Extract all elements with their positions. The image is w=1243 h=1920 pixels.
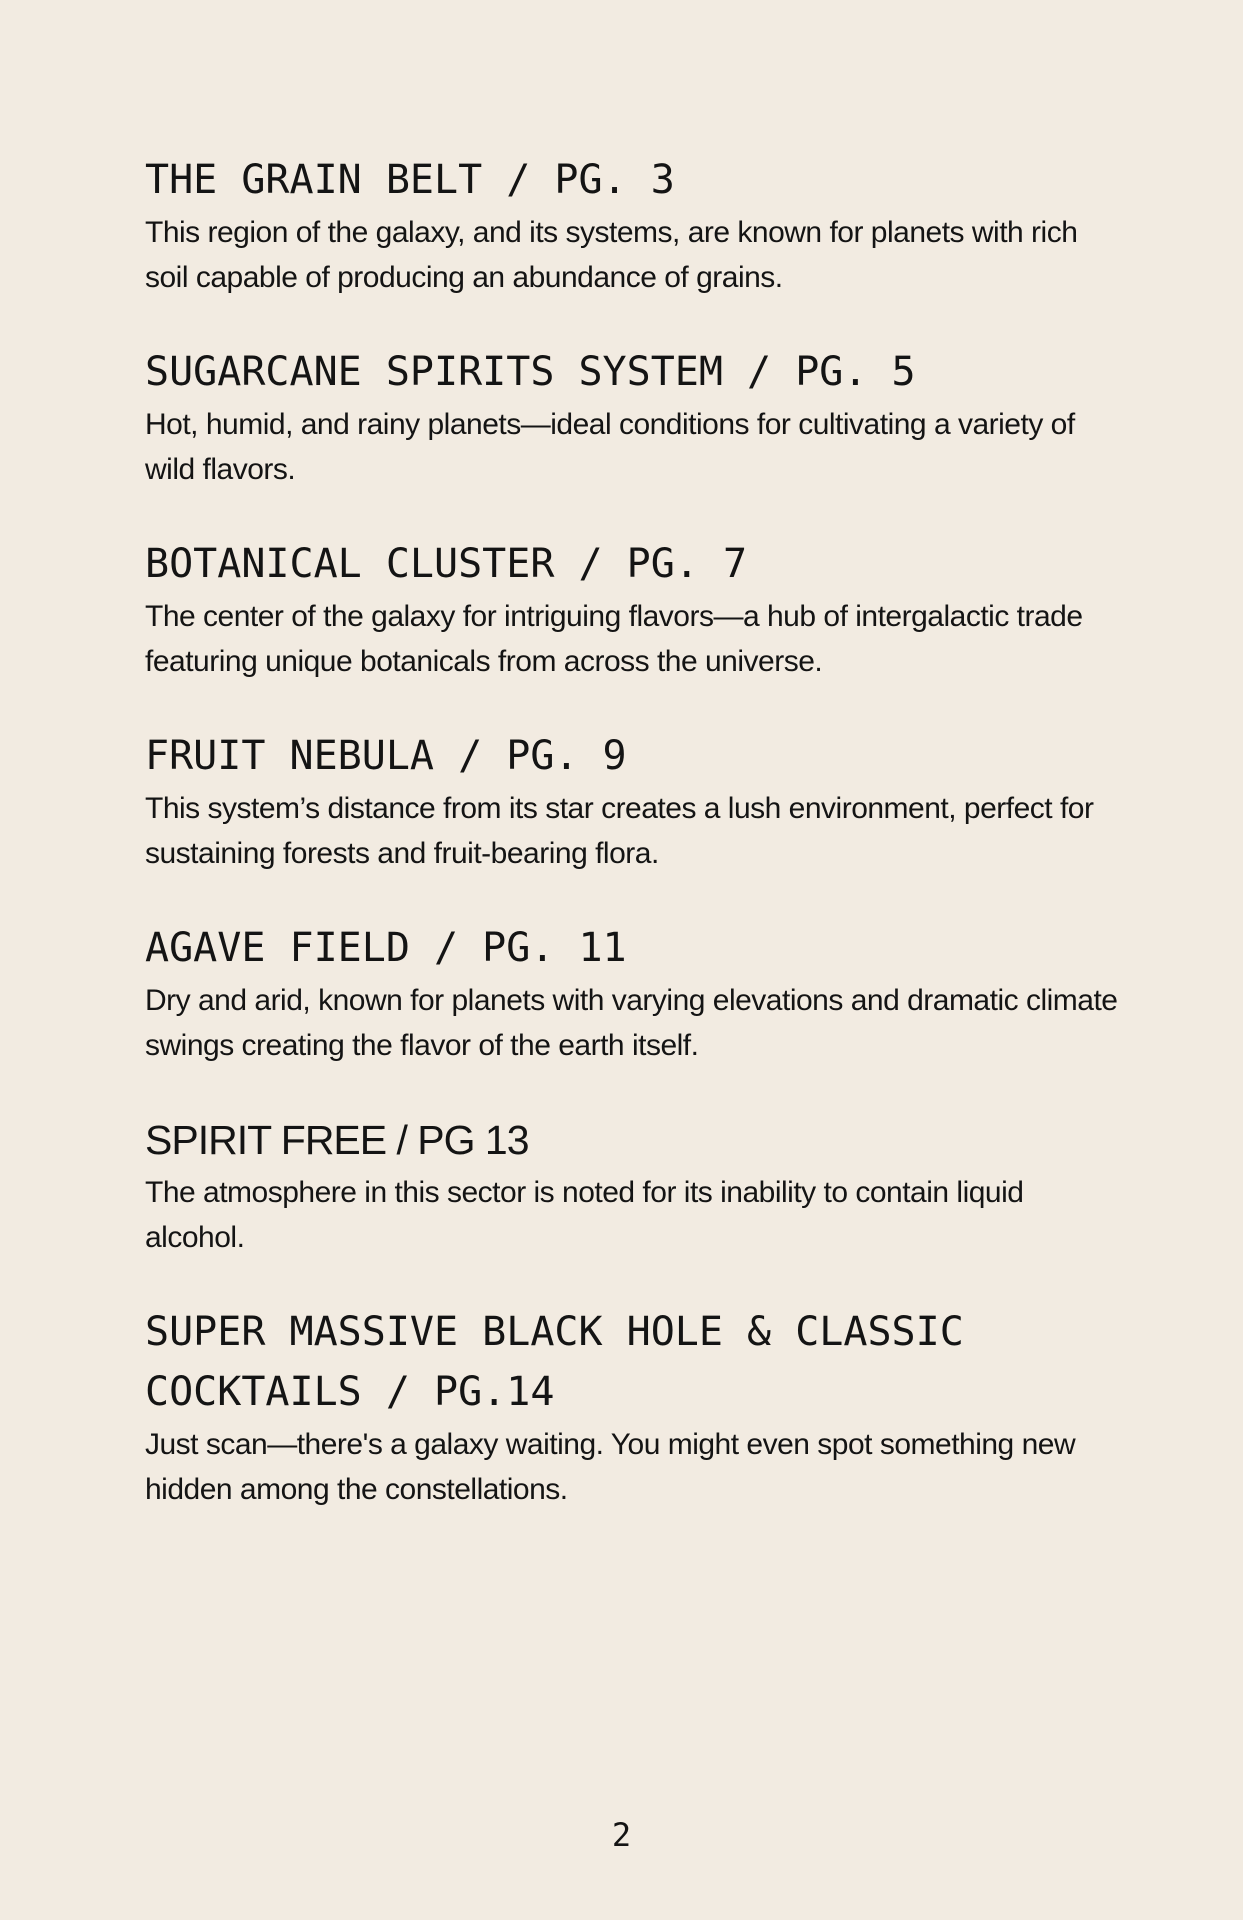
section-title: FRUIT NEBULA / PG. 9 [145, 733, 627, 779]
section-grain-belt [145, 150, 1125, 300]
section-agave-field [145, 918, 1125, 1068]
section-description: Hot, humid, and rainy planets—ideal conditions for cultivating a variety of wild flavors. [145, 408, 1075, 486]
section-title: AGAVE FIELD / PG. 11 [145, 925, 627, 971]
section-title: SUGARCANE SPIRITS SYSTEM / PG. 5 [145, 349, 916, 395]
section-description: This system’s distance from its star creates a lush environment, perfect for sustaining forests and fruit-bearing flora. [145, 792, 1094, 870]
section-title: THE GRAIN BELT / PG. 3 [145, 157, 675, 203]
section-description: Just scan—there's a galaxy waiting. You might even spot something new hidden among the constellations. [145, 1428, 1076, 1506]
section-description: This region of the galaxy, and its systems, are known for planets with rich soil capable of producing an abundance of grains. [145, 216, 1078, 294]
section-black-hole-classic-cocktails [145, 1302, 1125, 1512]
section-fruit-nebula [145, 726, 1125, 876]
section-title: BOTANICAL CLUSTER / PG. 7 [145, 541, 748, 587]
section-description: The atmosphere in this sector is noted for its inability to contain liquid alcohol. [145, 1176, 1024, 1254]
section-botanical-cluster [145, 534, 1125, 684]
section-sugarcane-spirits [145, 342, 1125, 492]
section-title: SUPER MASSIVE BLACK HOLE & CLASSIC COCKTAILS / PG.14 [145, 1309, 988, 1415]
section-spirit-free [145, 1110, 1125, 1260]
page-number: 2 [611, 1816, 632, 1854]
section-description: Dry and arid, known for planets with varying elevations and dramatic climate swings creating the flavor of the earth itself. [145, 984, 1118, 1062]
table-of-contents [145, 150, 1125, 1554]
section-title: SPIRIT FREE / PG 13 [145, 1117, 529, 1163]
section-description: The center of the galaxy for intriguing flavors—a hub of intergalactic trade featuring unique botanicals from across the universe. [145, 600, 1083, 678]
